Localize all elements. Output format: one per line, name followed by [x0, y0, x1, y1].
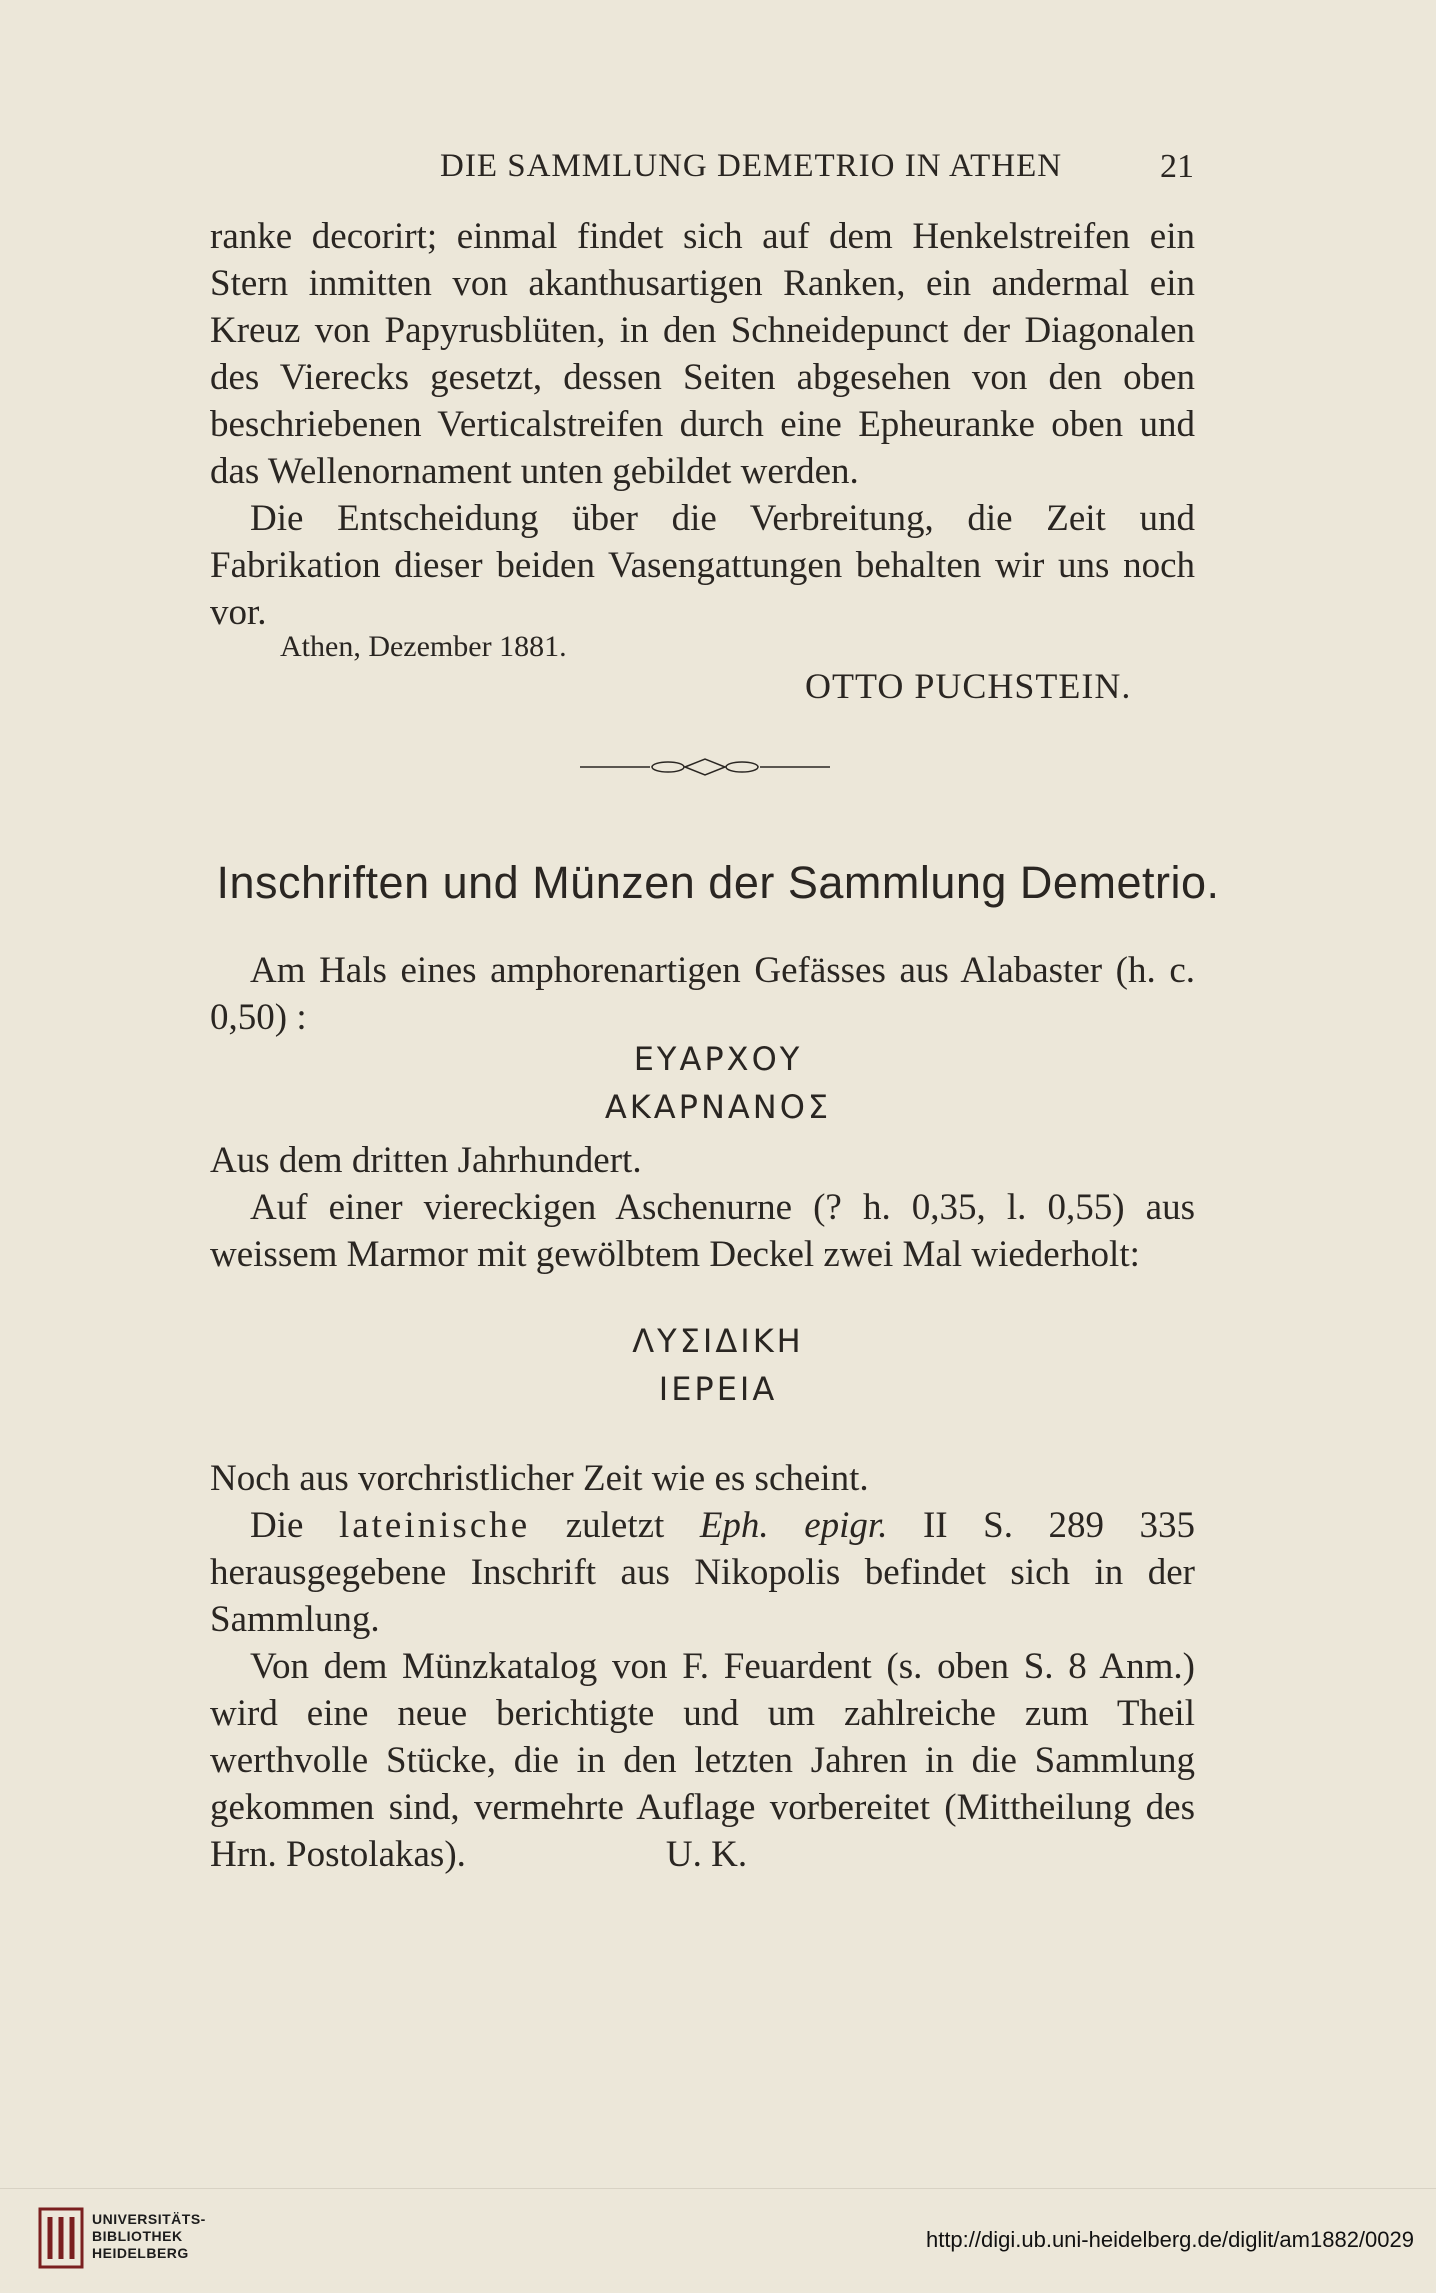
text-block-bottom [210, 1455, 1195, 1878]
page-number: 21 [1160, 148, 1194, 185]
latin-text-start: Die [250, 1505, 339, 1546]
library-logo-icon [38, 2207, 84, 2269]
library-name-line: UNIVERSITÄTS- [92, 2211, 206, 2227]
paragraph-ornament-description: ranke decorirt; einmal findet sich auf dem Henkelstreifen ein Stern inmitten von akanthusartigen Ranken, ein andermal ein Kreuz von Papyrusblüten, in den Schneidepunct der Diagonalen des Vierecks gesetzt, dessen Seiten abgesehen von den oben beschriebenen Verticalstreifen durch eine Epheuranke oben und das Wellenornament unten gebildet werden. [210, 216, 1195, 492]
greek-inscription-line: ΕΥΑΡΧΟΥ [633, 1040, 803, 1078]
paragraph-latin-inscription [210, 1502, 1195, 1643]
section-title: Inschriften und Münzen der Sammlung Demetrio. [216, 857, 1220, 908]
running-title: DIE SAMMLUNG DEMETRIO IN ATHEN [440, 148, 1063, 184]
permalink-url[interactable]: http://digi.ub.uni-heidelberg.de/diglit/am1882/0029 [925, 2227, 1414, 2252]
author-signature: OTTO PUCHSTEIN. [805, 666, 1132, 706]
digitization-footer [0, 2188, 1436, 2293]
paragraph-conclusion: Die Entscheidung über die Verbreitung, die Zeit und Fabrikation dieser beiden Vasengattungen behalten wir uns noch vor. [210, 498, 1195, 633]
greek-inscription-line: ΙΕΡΕΙΑ [658, 1370, 778, 1408]
section-divider-ornament [580, 752, 830, 782]
inscription-1-intro-block [210, 947, 1195, 1041]
place-date: Athen, Dezember 1881. [280, 630, 567, 663]
author-initials: U. K. [665, 1834, 748, 1875]
inscription-1-note: Aus dem dritten Jahrhundert. [210, 1140, 642, 1181]
latin-text-end: II S. 289 335 herausgegebene Inschrift aus Nikopolis befindet sich in der Sammlung. [210, 1505, 1195, 1640]
latin-spaced-word: lateinische [338, 1505, 531, 1546]
inscription-1-note-block [210, 1137, 1195, 1278]
paragraph-coin-catalogue [210, 1643, 1195, 1878]
inscription-1-intro: Am Hals eines amphorenartigen Gefässes aus Alabaster (h. c. 0,50) : [210, 950, 1195, 1038]
library-name [92, 2211, 206, 2262]
library-name-line: BIBLIOTHEK [92, 2228, 183, 2244]
running-header [0, 148, 1436, 198]
journal-citation: Eph. epigr. [699, 1505, 888, 1546]
text-block-top [210, 213, 1195, 636]
coin-catalogue-text: Von dem Münzkatalog von F. Feuardent (s. oben S. 8 Anm.) wird eine neue berichtigte und um zahlreiche zum Theil werthvolle Stücke, die in den letzten Jahren in die Sammlung gekommen sind, vermehrte Auflage vorbereitet (Mittheilung des Hrn. Postolakas). [210, 1646, 1195, 1875]
inscription-2-intro: Auf einer viereckigen Aschenurne (? h. 0,35, l. 0,55) aus weissem Marmor mit gewölbtem Deckel zwei Mal wiederholt: [210, 1187, 1195, 1275]
library-name-line: HEIDELBERG [92, 2245, 189, 2261]
latin-text-middle: zuletzt [530, 1505, 700, 1546]
inscription-2-note: Noch aus vorchristlicher Zeit wie es scheint. [210, 1458, 869, 1499]
greek-inscription-line: ΛΥΣΙΔΙΚΗ [632, 1322, 804, 1360]
greek-inscription-line: ΑΚΑΡΝΑΝΟΣ [604, 1088, 832, 1126]
